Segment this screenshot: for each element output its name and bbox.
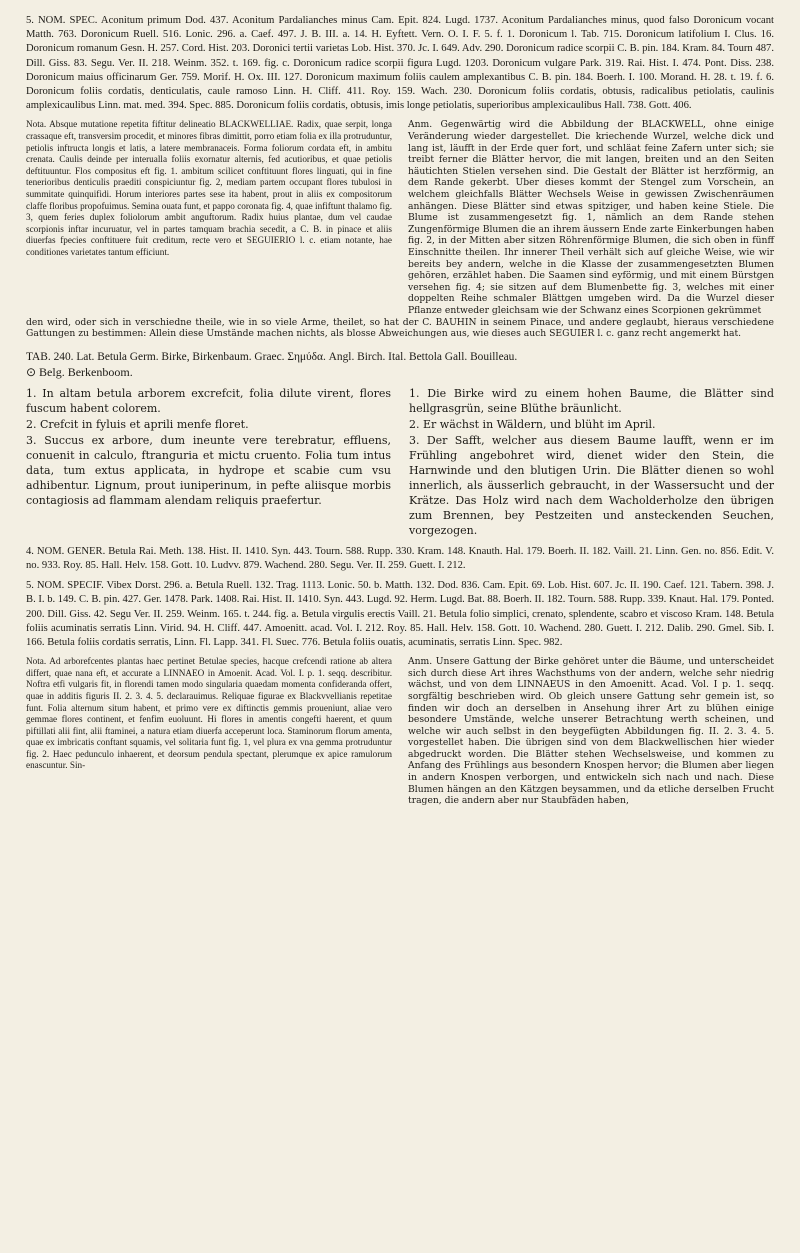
tab-names-line: TAB. 240. Lat. Betula Germ. Birke, Birkenbaum. Graec. Σημύδα. Angl. Birch. Ital. Bettola Gall. Bouilleau. <box>26 350 518 363</box>
nota-latin-column <box>26 119 392 316</box>
german-item-2: 2. Er wächst in Wäldern, und blüht im April. <box>409 417 656 431</box>
tab-heading <box>26 350 774 380</box>
nota2-latin-column <box>26 656 392 807</box>
latin-item-1: 1. In altam betula arborem excrefcit, folia dilute virent, flores fuscum habent colorem. <box>26 386 391 415</box>
nota-german-text: Anm. Gegenwärtig wird die Abbildung der BLACKWELL, ohne einige Veränderung wieder dargestellet. Die kriechende Wurzel, welche dick und lang ist, läufft in der Erde quer fort, und schläat feine Zafern unter sich; sie treibt ferner die Blätter hervor, die mit langen, breiten und an den Seiten häutichten Stielen versehen sind. Die Gestalt der Blätter ist herzförmig, an dem Rande gekerbt. Uber dieses kommt der Stengel zum Vorschein, an welchem gleichfalls Blätter Wechsels Weise in gewissen Zwischenräumen anhängen. Diese Blätter sind etwas spitziger, und haben keine Stiele. Die Blume ist zusammengesetzt fig. 1, nämlich an dem Rande stehen Zungenförmige Blumen die an ihrem äussern Ende zarte Einkerbungen haben fig. 2, in der Mitten aber sitzen Röhrenförmige Blumen, die sich oben in fünff Einschnitte theilen. Ihr innerer Theil verhält sich auf gleiche Weise, wie wir bereits bey andern, welche in die Klasse der zusammengesetzten Blumen gehören, erzählet haben. Die Saamen sind eyförmig, und mit einem Bürstgen versehen fig. 4; sie sitzen auf dem Blumenbette fig. 3, welches mit einer doppelten Reihe schmaler Blättgen umgeben wird. Da die Wurzel dieser Pflanze entweder gleichsam wie der Schwanz eines Scorpionen gekrümmet <box>408 119 774 316</box>
nota-columns <box>26 119 774 316</box>
nota-german-continuation: den wird, oder sich in verschiedne theile, wie in so viele Arme, theilet, so hat der C. BAUHIN in seinem Pinace, und andere geglaubt, hieraus verschiedene Gattungen zu bestimmen: Allein diese Umstände machen nichts, als blosse Abweichungen aus, wie dieses auch SEGUIER l. c. ganz recht angemerkt hat. <box>26 316 774 340</box>
nom-specif-entry: 5. NOM. SPECIF. Vibex Dorst. 296. a. Betula Ruell. 132. Trag. 1113. Lonic. 50. b. Matth. 132. Dod. 836. Cam. Epit. 69. Lob. Hist. 607. Jc. II. 190. Caef. 121. Tabern. 398. J. B. I. b. 149. C. B. pin. 427. Ger. 1478. Park. 1408. Rai. Hist. II. 1410. Syn. 443. Lugd. 92. Herm. Lugd. Bat. 88. Boerh. II. 182. Tourn. 588. Rupp. 339. Knaut. Hal. 179. Ponted. 200. Dill. Giss. 42. Segu Ver. II. 259. Weinm. 165. t. 244. fig. a. Betula virgulis erectis Vaill. 21. Betula folio simplici, crenato, splendente, scabro et viscoso Kram. 148. Betula foliis acuminatis serratis Linn. Virid. 94. H. Cliff. 447. Amoenitt. acad. Vol. I. 212. Roy. 85. Hall. Helv. 158. Gott. 10. Wachend. 280. Guett. I. 212. Dalib. 290. Gmel. Sib. I. 166. Betula foliis cordatis serratis, Linn. Fl. Lapp. 341. Fl. Suec. 776. Betula foliis ouatis, acuminatis, serratis Linn. Spec. 982. <box>26 580 774 648</box>
nom-gener-entry: 4. NOM. GENER. Betula Rai. Meth. 138. Hist. II. 1410. Syn. 443. Tourn. 588. Rupp. 330. Kram. 148. Knauth. Hal. 179. Boerh. II. 182. Vaill. 21. Linn. Gen. no. 856. Edit. V. no. 933. Roy. 85. Hall. Helv. 158. Gott. 10. Ludvv. 879. Wachend. 280. Segu. Ver. II. 259. Guett. I. 212. <box>26 545 774 571</box>
german-description-column <box>409 386 774 539</box>
nota2-german-text: Anm. Unsere Gattung der Birke gehöret unter die Bäume, und unterscheidet sich durch diese Art ihres Wachsthums von der andern, welche sehr niedrig wächst, und von dem LINNAEUS in den Amoenitt. Acad. Vol. I p. 1. seqq. sorgfältig beschrieben wird. Ob gleich unsere Gattung sehr gemein ist, so finden wir doch an derselben in Ansehung ihrer Art zu blühen einige besondere Umstände, welche unserer Betrachtung werth scheinen, und welche wir auch selbst in den beygefügten Abbildungen fig. II. 2. 3. 4. 5. vorgestellet haben. Die übrigen sind von dem Blackwellischen hier wieder abgedruckt worden. Die Blätter stehen Wechselsweise, und kommen zu Anfang des Frühlings aus besondern Knospen hervor; die Blumen aber liegen in andern Knospen verborgen, und entwickeln sich nach und nach. Diese Blumen hängen an den Kätzgen beysammen, und da etliche derselben Frucht tragen, die andern aber nur Staubfäden haben, <box>408 656 774 807</box>
nota2-german-column <box>408 656 774 807</box>
nota-latin-text: Nota. Absque mutatione repetita fiftitur delineatio BLACKWELLIAE. Radix, quae serpit, longa crassaque eft, transversim procedit, et minores fibras dimittit, porro etiam folia ex illa protruduntur, petiolis inftructa longis et latis, a latere membranaceis. Forma foliorum cordata eft, in ambitu crenata. Caulis deinde per interualla foliis exornatur alternis, fed acutioribus, et quae petiolis deftituuntur. Flos compositus eft fig. 1. ambitum scilicet conftituunt flores linguati, qui in fine tenerioribus denticulis praediti conspiciuntur fig. 2, mediam partem occupant flores tubulosi in summitate quinquifidi. Horum interiores partes sese ita habent, prout in aliis ex compositorum claffe floribus propofuimus. Semina ouata funt, et pappo coronata fig. 4, quae infiftunt thalamo fig. 3, quem feries duplex foliolorum ambit anguftorum. Radix huius plantae, dum vel caudae scorpionis inftar incuruatur, vel in partes tamquam brachia secedit, a C. B. in pinace et aliis diuerfas fpecies conftituere fuit creditum, recte vero et SEGUIERIO l. c. etiam notante, hae conditiones varietates tantum efficiunt. <box>26 119 392 257</box>
nota2-latin-text: Nota. Ad arborefcentes plantas haec pertinet Betulae species, hacque crefcendi ratione ab altera differt, quae nana eft, et accurate a LINNAEO in Amoenit. Acad. Vol. I. p. 1. seqq. describitur. Noftra etfi vulgaris fit, in florendi tamen modo singularia quaedam momenta confideranda offert, quae in additis figuris II. 2. 3. 4. 5. declarauimus. Reliquae figurae ex Blackvvellianis repetitae funt. Folia alternum situm habent, et primo vere ex diftinctis gemmis proueniunt, aliae vero gemmae flores continent, et fenfim euoluunt. Hi flores in amentis congefti haerent, et quum piftillati alii fint, alii ftaminei, a natura etiam diuerfa acceperunt loca. Staminorum florum amenta, quae ex imbricatis conftant squamis, vel solitaria funt fig. 1, vel plura ex vna gemma protruduntur fig. 2. Haec pedunculo inhaerent, et deorsum pendula spectant, plerumque ex apice ramulorum enascuntur. Sin- <box>26 656 392 771</box>
german-item-3: 3. Der Safft, welcher aus diesem Baume laufft, wenn er im Frühling angebohret wird, dienet wider den Stein, die Harnwinde und den blutigen Urin. Die Blätter dienen so wohl innerlich, als äusserlich gebraucht, in der Wassersucht und der Krätze. Das Holz wird nach dem Wacholderholze den übrigen zum Brennen, bey Pestzeiten und ansteckenden Seuchen, vorgezogen. <box>409 433 774 537</box>
german-item-1: 1. Die Birke wird zu einem hohen Baume, die Blätter sind hellgrasgrün, seine Blüthe bräunlicht. <box>409 386 774 415</box>
nota-german-column <box>408 119 774 316</box>
tab-symbol-line: ⊙ Belg. Berkenboom. <box>26 364 133 379</box>
species-nomenclature-entry: 5. NOM. SPEC. Aconitum primum Dod. 437. Aconitum Pardalianches minus Cam. Epit. 824. Lugd. 1737. Aconitum Pardalianches minus, quod falso Doronicum vocant Matth. 763. Doronicum Ruell. 516. Lonic. 296. a. Caef. 497. J. B. III. a. 14. H. Eyftett. Vern. O. I. F. 5. f. 1. Doronicum l. Tab. 715. Doronicum latifolium I. Clus. 16. Doronicum romanum Gesn. H. 257. Cord. Hist. 203. Doronici tertii varietas Lob. Hist. 370. Jc. I. 649. Adv. 290. Doronicum radice scorpii C. B. pin. 184. Kram. 84. Tourn 487. Dill. Giss. 83. Segu. Ver. II. 218. Weinm. 352. t. 169. fig. c. Doronicum radice scorpii figura Lugd. 1203. Doronicum vulgare Park. 319. Rai. Hist. I. 474. Pont. Diss. 238. Doronicum maius officinarum Ger. 759. Morif. H. Ox. III. 127. Doronicum maximum foliis caulem amplexantibus C. B. pin. 184. Boerh. I. 100. Morand. H. 28. t. 19. f. 6. Doronicum foliis cordatis, denticulatis, caule ramoso Linn. H. Cliff. 411. Roy. 159. Wach. 230. Doronicum foliis cordatis, obtusis, radicalibus petiolatis, caulinis amplexicaulibus Linn. mat. med. 394. Spec. 885. Doronicum foliis cordatis, obtusis, imis longe petiolatis, superioribus amplexicaulibus Hall. 738. Gott. 406. <box>26 15 774 112</box>
nota2-columns <box>26 656 774 807</box>
description-columns <box>26 386 774 539</box>
latin-item-2: 2. Crefcit in fyluis et aprili menfe floret. <box>26 417 249 431</box>
latin-item-3: 3. Succus ex arbore, dum ineunte vere terebratur, effluens, conuenit in calculo, ftranguria et mictu cruento. Folia tum intus data, tum extus applicata, in hydrope et scabie cum vsu adhibentur. Lignum, prout iuniperinum, in pefte aliisque morbis contagiosis ad flammam alendam reliquis praefertur. <box>26 433 391 507</box>
latin-description-column <box>26 386 391 539</box>
